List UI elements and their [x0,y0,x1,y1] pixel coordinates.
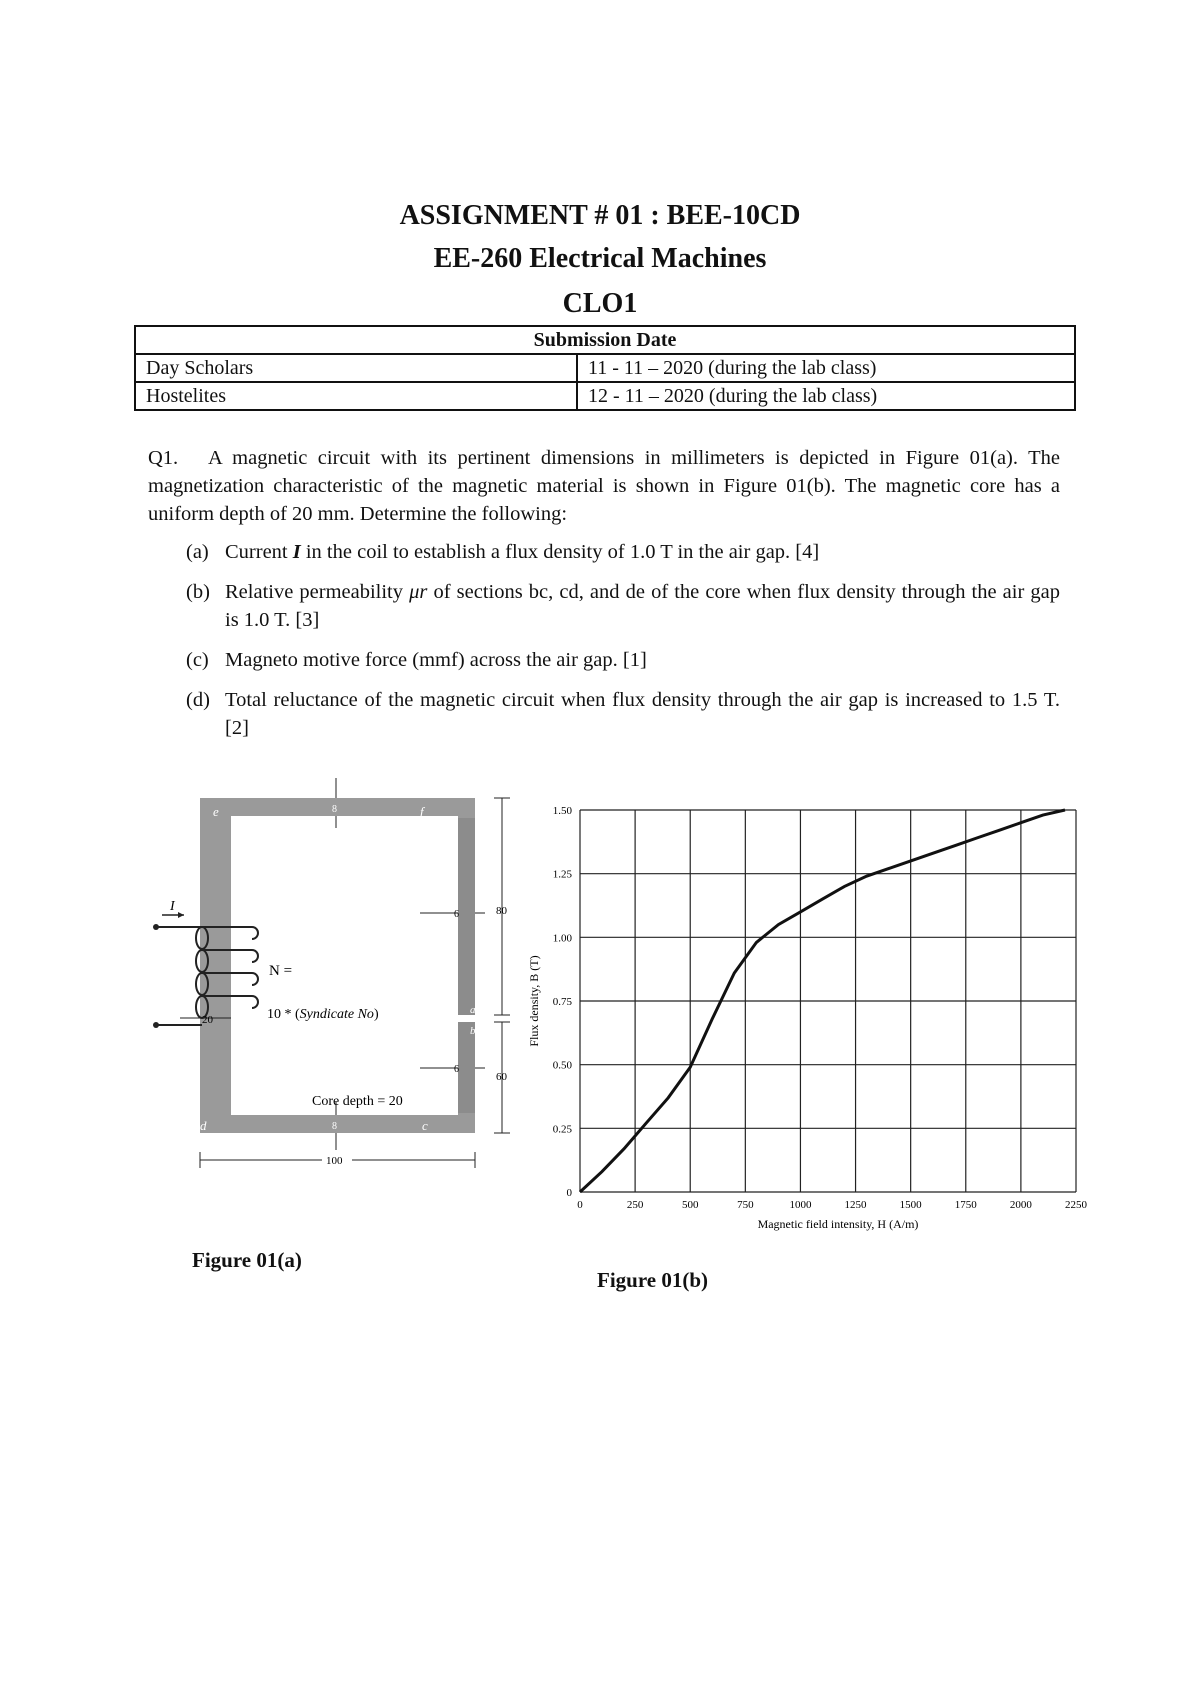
figure-b-caption: Figure 01(b) [597,1268,709,1292]
x-tick-label: 500 [681,1199,699,1211]
bh-curve-chart [520,790,1140,1240]
corner-e-label: e [213,804,219,819]
table-row [135,382,1075,410]
dim-80: 80 [496,905,507,917]
submission-date: 12 - 11 – 2020 (during the lab class) [577,382,1075,410]
x-tick-label: 1750 [954,1199,977,1211]
y-axis-label: Flux density, B (T) [527,955,541,1047]
part-text-pre: Magneto motive force (mmf) across the air gap. [1] [225,649,647,671]
core-right-leg-upper [458,816,475,1015]
submission-date: 11 - 11 – 2020 (during the lab class) [577,354,1075,382]
list-item [186,578,1060,634]
part-text-post: in the coil to establish a flux density of 1.0 T in the air gap. [4] [300,541,820,563]
corner-d-label: d [200,1118,207,1133]
x-tick-label: 1500 [899,1199,922,1211]
course-title: EE-260 Electrical Machines [433,243,767,274]
part-label: (c) [186,649,209,671]
part-text-pre: Relative permeability [225,581,410,603]
part-symbol: I [292,541,301,563]
part-text-pre: Total reluctance of the magnetic circuit when flux density through the air gap is increased to 1.5 T. [2] [225,689,1060,739]
assignment-title: ASSIGNMENT # 01 : BEE-10CD [399,200,801,231]
core-depth-label: Core depth = 20 [312,1094,403,1109]
chart-grid [580,810,1076,1192]
part-label: (a) [186,541,209,563]
y-tick-label: 0.50 [552,1059,572,1072]
x-tick-label: 1250 [844,1199,867,1211]
list-item [186,686,1060,742]
question-number: Q1. [148,447,179,469]
clo-title: CLO1 [562,288,638,319]
table-row [135,354,1075,382]
figure-a-caption: Figure 01(a) [192,1248,302,1272]
question-text [148,444,1060,528]
y-tick-label: 0 [566,1187,572,1199]
x-tick-label: 0 [577,1199,583,1211]
x-axis-label: Magnetic field intensity, H (A/m) [757,1217,919,1231]
part-text-pre: Current [225,541,293,563]
dim-20: 20 [202,1014,213,1026]
gap-a-label: a [470,1004,476,1016]
part-symbol: μr [409,581,428,603]
submission-header-row [135,326,1075,354]
y-tick-label: 1.00 [552,932,572,945]
x-tick-label: 750 [737,1199,754,1211]
part-label: (d) [186,689,210,711]
question-parts [186,538,1060,754]
x-axis-ticks [577,1199,1087,1211]
x-tick-label: 2250 [1065,1199,1087,1211]
corner-f-label: f [420,804,424,819]
submission-heading: Submission Date [135,326,1075,354]
submission-group: Day Scholars [135,354,577,382]
y-tick-label: 1.50 [552,805,572,817]
submission-group: Hostelites [135,382,577,410]
list-item [186,538,1060,566]
dim-6-upper: 6 [454,909,459,920]
x-tick-label: 2000 [1009,1199,1032,1211]
y-axis-ticks [553,805,573,1199]
dim-6-lower: 6 [454,1064,459,1075]
list-item [186,646,1060,674]
gap-b-label: b [470,1025,476,1037]
y-tick-label: 0.25 [552,1123,572,1136]
part-text-post: of sections bc, cd, and de of the core when flux density through the air gap is 1.0 T. [3] [225,581,1060,631]
magnetic-core-diagram [140,760,540,1240]
current-label: I [170,899,175,914]
corner-c-label: c [422,1118,428,1133]
y-tick-label: 0.75 [552,996,572,1008]
turns-label: N = [269,963,293,979]
air-gap [458,1015,475,1022]
question-body: A magnetic circuit with its pertinent dimensions in millimeters is depicted in Figure 01(a). The magnetization characteristic of the magnetic material is shown in Figure 01(b). The magnetic core has a uniform depth of 20 mm. Determine the following: [148,447,1060,525]
submission-table [134,325,1076,411]
part-label: (b) [186,581,210,603]
dim-8-top: 8 [332,804,337,815]
dim-8-bottom: 8 [332,1121,337,1132]
x-tick-label: 250 [626,1199,644,1211]
y-tick-label: 1.25 [552,868,572,881]
dim-100: 100 [326,1155,343,1167]
turns-value: 10 * (Syndicate No) [267,1007,379,1022]
dim-60: 60 [496,1071,507,1083]
x-tick-label: 1000 [789,1199,812,1211]
